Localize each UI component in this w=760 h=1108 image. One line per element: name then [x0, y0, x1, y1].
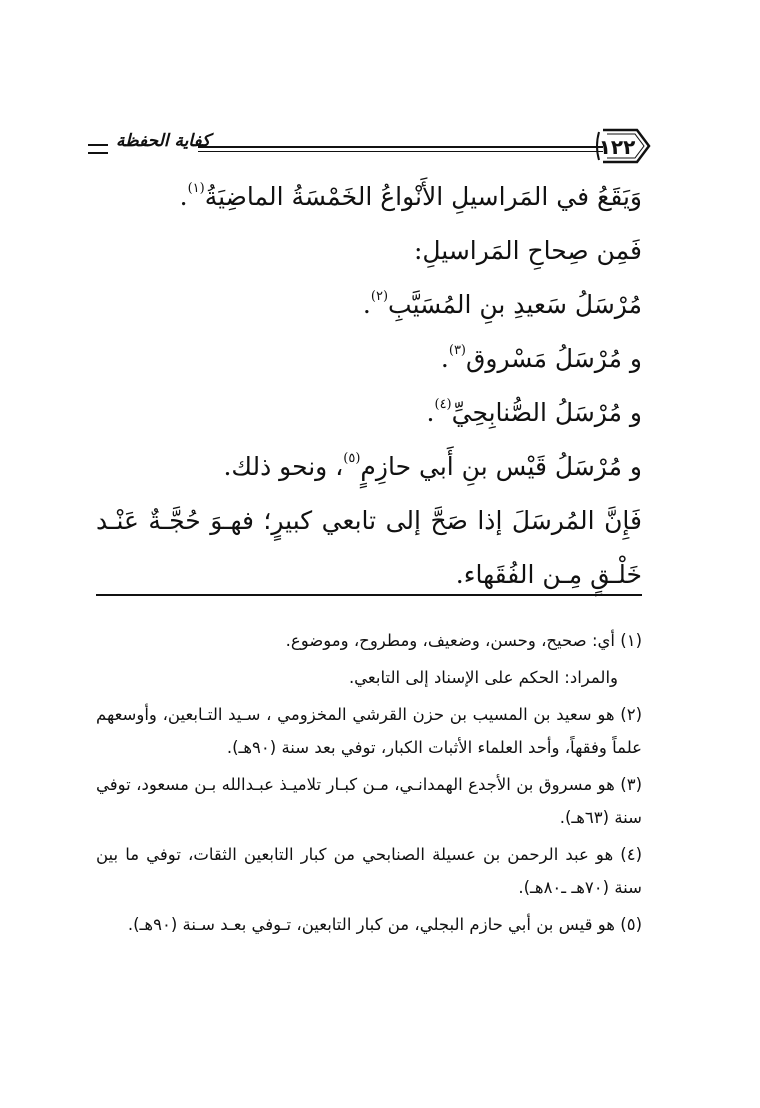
main-line-5: و مُرْسَلُ الصُّنابِحِيِّ$^{(٤)}$. [426, 397, 642, 427]
footnote-1: (١) أي: صحيح، وحسن، وضعيف، ومطروح، وموضوع. [285, 631, 642, 650]
footnote-ref-1[interactable]: (١) [187, 181, 205, 196]
footnote-5: (٥) هو قيس بن أبي حازم البجلي، من كبار التابعين، تـوفي بعـد سـنة (٩٠هـ). [127, 915, 642, 934]
footnote-ref-3[interactable]: (٣) [448, 343, 466, 358]
footnotes-section [96, 624, 642, 945]
main-line-4: و مُرْسَلُ مَسْروق$^{(٣)}$. [440, 343, 642, 373]
footnote-4: (٤) هو عبد الرحمن بن عسيلة الصنابحي من كبار التابعين الثقات، توفي ما بين سنة (٧٠هـ ـ٨٠هـ). [96, 845, 642, 897]
main-paragraph: فَإِنَّ المُرسَلَ إذا صَحَّ إلى تابعي كبيرٍ؛ فهـوَ حُجَّـةٌ عَنْـد خَلْـقٍ مِـن الفُقَهاء. [96, 506, 642, 589]
footnote-ref-5[interactable]: (٥) [343, 451, 361, 466]
header-rule-thick [198, 146, 603, 148]
page-header [88, 118, 648, 168]
footnote-3: (٣) هو مسروق بن الأجدع الهمدانـي، مـن كبـار تلاميـذ عبـدالله بـن مسعود، توفي سنة (٦٣هـ). [96, 775, 642, 827]
footnote-ref-2[interactable]: (٢) [370, 289, 389, 304]
footnote-ref-4[interactable]: (٤) [434, 397, 452, 412]
title-dash-ornament [88, 144, 108, 154]
main-line-1: وَيَقَعُ في المَراسيلِ الأَنْواعُ الخَمْسَةُ الماضِيَةُ$^{(١)}$. [179, 181, 642, 211]
footnote-divider [96, 594, 642, 596]
main-line-3: مُرْسَلُ سَعيدِ بنِ المُسَيَّبِ$^{(٢)}$. [362, 289, 642, 319]
footnote-2: (٢) هو سعيد بن المسيب بن حزن القرشي المخزومي ، سـيد التـابعين، وأوسعهم علماً وفقهاً، وأحد العلماء الأثبات الكبار، توفي بعد سنة (٩٠هـ). [96, 705, 642, 757]
main-line-6: و مُرْسَلُ قَيْس بنِ أَبي حازِمٍ$^{(٥)}$، ونحو ذلك. [223, 451, 642, 481]
main-text [96, 170, 642, 602]
page-number: ١٢٢ [598, 135, 636, 159]
header-rule-thin [198, 151, 603, 152]
main-line-2: فَمِن صِحاحِ المَراسيلِ: [413, 236, 642, 265]
footnote-1-note: والمراد: الحكم على الإسناد إلى التابعي. [348, 668, 618, 687]
page-number-badge [593, 126, 653, 166]
book-title: كفاية الحفظة [116, 131, 211, 151]
